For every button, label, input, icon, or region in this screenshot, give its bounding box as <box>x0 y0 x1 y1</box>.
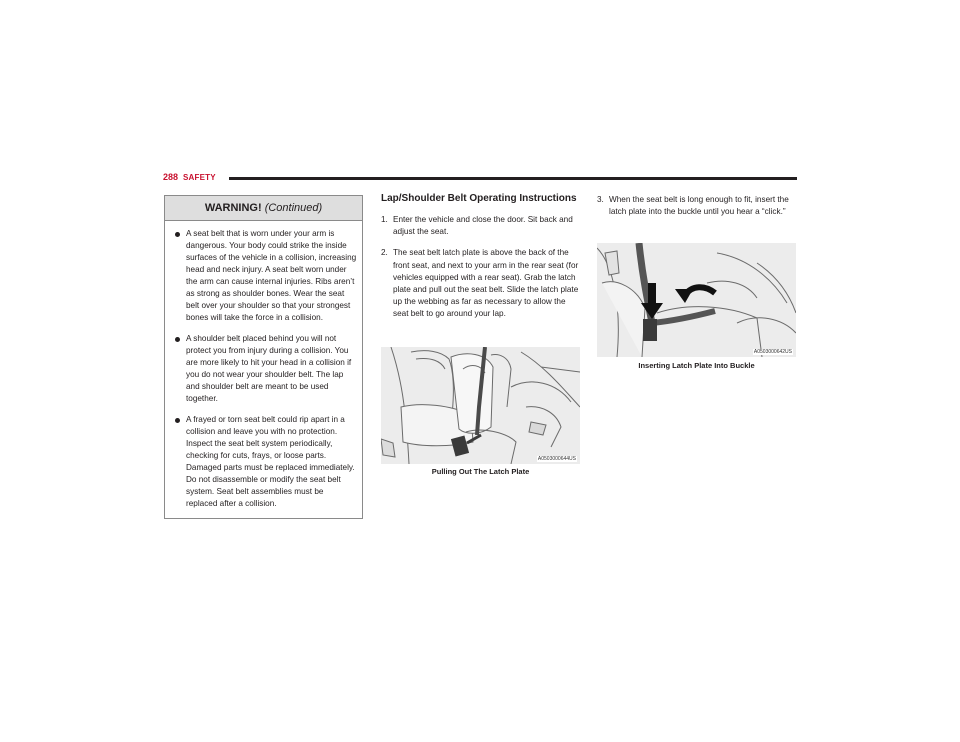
section-name: SAFETY <box>183 172 216 182</box>
warning-title: WARNING! <box>204 202 262 214</box>
section-heading: Lap/Shoulder Belt Operating Instructions <box>381 193 577 204</box>
warning-continued: (Continued) <box>264 202 323 214</box>
figure-caption: Inserting Latch Plate Into Buckle <box>638 361 755 370</box>
warning-item <box>175 333 357 405</box>
step-number: 1. <box>381 215 388 224</box>
warning-box <box>164 195 363 519</box>
warning-item-text: A shoulder belt placed behind you will not protect you from injury during a collision. You are more likely to hit your head in a collision if you do not wear your shoulder belt. The lap and shoulder belt are meant to be used together. <box>186 334 352 403</box>
step-2 <box>381 247 581 320</box>
warning-item <box>175 228 357 324</box>
page-header <box>163 172 797 186</box>
bullet-icon <box>175 232 180 237</box>
warning-item <box>175 414 357 510</box>
header-rule <box>229 177 797 180</box>
page-number: 288 <box>163 172 179 182</box>
figure-pulling-latch-plate <box>381 347 580 464</box>
seat-illustration-2 <box>597 243 796 357</box>
warning-header <box>165 196 362 221</box>
warning-item-text: A frayed or torn seat belt could rip apart in a collision and leave you with no protection. Inspect the seat belt system periodically, checking for cuts, frays, or loose parts. Damaged parts must be replaced immediately. Do not disassemble or modify the seat belt system. Seat belt assemblies must be replaced after a collision. <box>186 415 355 508</box>
instructions-column <box>381 193 581 330</box>
bullet-icon <box>175 418 180 423</box>
figure-code: A0503000644US <box>537 456 576 462</box>
step-3 <box>597 194 797 218</box>
step-text: When the seat belt is long enough to fit, insert the latch plate into the buckle until you hear a “click.” <box>609 195 789 217</box>
step-1 <box>381 214 581 238</box>
figure-code: A0503000642US <box>753 349 792 355</box>
warning-item-text: A seat belt that is worn under your arm is dangerous. Your body could strike the inside surfaces of the vehicle in a collision, increasing head and neck injury. A seat belt worn under the arm can cause internal injuries. Ribs aren’t as strong as shoulder bones. Wear the seat belt over your shoulder so that your strongest bones will take the force in a collision. <box>186 229 357 322</box>
step-number: 3. <box>597 195 604 204</box>
figure-caption: Pulling Out The Latch Plate <box>431 467 530 476</box>
bullet-icon <box>175 337 180 342</box>
figure-inserting-latch-plate <box>597 243 796 357</box>
step-text: The seat belt latch plate is above the back of the front seat, and next to your arm in the rear seat (for vehicles equipped with a rear seat). Grab the latch plate and pull out the seat belt. Slide the latch plate up the webbing as far as necessary to allow the seat belt to go around your lap. <box>393 248 579 319</box>
step-text: Enter the vehicle and close the door. Sit back and adjust the seat. <box>393 215 573 237</box>
instructions-column-right <box>597 194 797 227</box>
seat-illustration-1 <box>381 347 580 464</box>
step-number: 2. <box>381 248 388 258</box>
warning-list <box>165 221 362 510</box>
